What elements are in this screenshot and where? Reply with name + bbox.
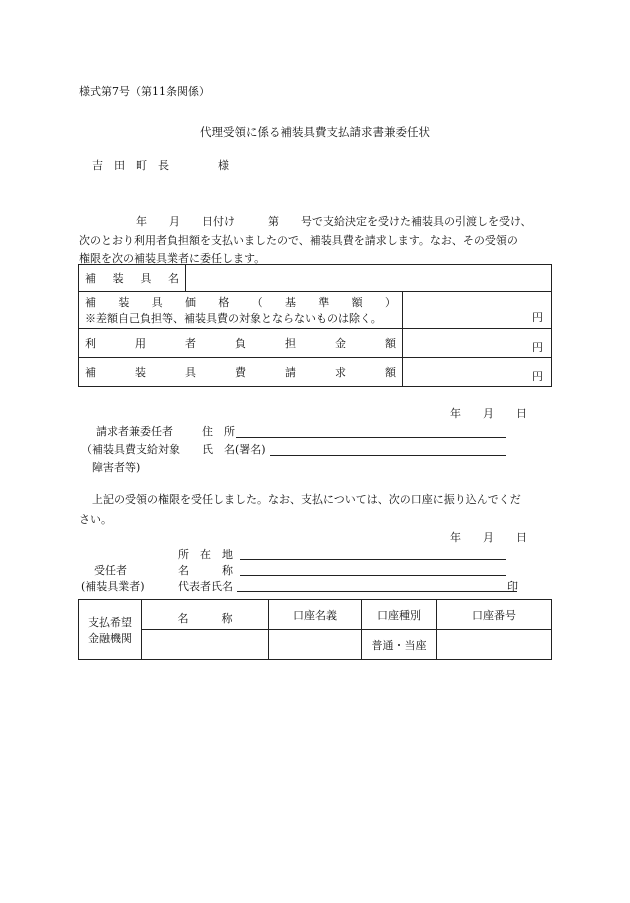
bank-holder-value[interactable] bbox=[269, 630, 362, 660]
label-char: 格 bbox=[218, 296, 230, 309]
intro-line-3: 権限を次の補装具業者に委任します。 bbox=[79, 252, 266, 265]
label-char: 価 bbox=[184, 296, 196, 309]
label-char: 基 bbox=[284, 296, 296, 309]
agent-rep-field[interactable] bbox=[237, 591, 517, 592]
label-char: 用 bbox=[135, 337, 146, 350]
label-char: 求 bbox=[335, 366, 346, 379]
addressee-name: 吉 田 町 長 bbox=[92, 159, 169, 172]
agent-location-label: 所 在 地 bbox=[178, 548, 233, 561]
yen-unit: 円 bbox=[532, 370, 543, 383]
label-char: 担 bbox=[285, 337, 296, 350]
agent-location-field[interactable] bbox=[240, 559, 506, 560]
seal-mark: 印 bbox=[507, 580, 518, 593]
claimant-qualifier-close: 障害者等) bbox=[92, 461, 141, 474]
label-char: 補 bbox=[85, 366, 96, 379]
agent-rep-label: 代表者氏名 bbox=[178, 580, 233, 593]
bank-type-value[interactable]: 普通・当座 bbox=[362, 630, 437, 660]
claim-amount-label-cell bbox=[79, 358, 403, 387]
agent-name-field[interactable] bbox=[240, 575, 506, 576]
label-char: 金 bbox=[335, 337, 346, 350]
user-burden-label bbox=[85, 335, 396, 351]
claimant-address-field[interactable] bbox=[236, 437, 506, 438]
bank-side-label-1: 支払希望 bbox=[88, 615, 132, 629]
device-price-value[interactable] bbox=[403, 292, 552, 329]
label-char: 額 bbox=[385, 366, 396, 379]
agent-role: 受任者 bbox=[94, 564, 127, 577]
claimant-address-label: 住 所 bbox=[202, 425, 235, 438]
intro-line-1: 年 月 日付け 第 号で支給決定を受けた補装具の引渡しを受け、 bbox=[136, 215, 532, 228]
bank-number-value[interactable] bbox=[437, 630, 552, 660]
bank-col-name: 名 称 bbox=[142, 600, 269, 630]
claim-amount-value[interactable] bbox=[403, 358, 552, 387]
row-claim-amount bbox=[79, 358, 552, 387]
bank-side-label-2: 金融機関 bbox=[88, 631, 132, 645]
label-char: 具 bbox=[185, 366, 196, 379]
label-char: 費 bbox=[235, 366, 246, 379]
bank-side-label-cell bbox=[79, 600, 142, 660]
user-burden-label-cell bbox=[79, 329, 403, 358]
label-char: 請 bbox=[285, 366, 296, 379]
yen-unit: 円 bbox=[532, 311, 543, 324]
label-char: 負 bbox=[235, 337, 246, 350]
label-char: 装 bbox=[135, 366, 146, 379]
date-1: 年 月 日 bbox=[450, 407, 527, 420]
label-char: 額 bbox=[351, 296, 363, 309]
claim-table bbox=[78, 264, 552, 387]
device-name-value[interactable] bbox=[186, 265, 552, 292]
bank-header-row bbox=[79, 600, 552, 630]
form-number: 様式第7号（第11条関係） bbox=[79, 85, 210, 98]
delegation-line-2: さい。 bbox=[79, 513, 112, 526]
agent-qualifier: (補装具業者) bbox=[81, 580, 145, 593]
row-device-price bbox=[79, 292, 552, 329]
label-char: 具 bbox=[151, 296, 163, 309]
label-char: 準 bbox=[318, 296, 330, 309]
bank-value-row bbox=[79, 630, 552, 660]
claimant-qualifier-open: （補装具費支給対象 bbox=[81, 443, 180, 456]
user-burden-value[interactable] bbox=[403, 329, 552, 358]
claimant-name-label: 氏 名(署名) bbox=[202, 443, 266, 456]
row-user-burden bbox=[79, 329, 552, 358]
claimant-name-field[interactable] bbox=[270, 455, 506, 456]
bank-col-number: 口座番号 bbox=[437, 600, 552, 630]
date-2: 年 月 日 bbox=[450, 531, 527, 544]
label-char: 補 bbox=[85, 272, 96, 285]
bank-col-type: 口座種別 bbox=[362, 600, 437, 630]
claim-amount-label bbox=[85, 364, 396, 380]
bank-table bbox=[78, 599, 552, 660]
yen-unit: 円 bbox=[532, 341, 543, 354]
label-char: （ bbox=[251, 296, 263, 309]
device-price-note: ※差額自己負担等、補装具費の対象とならないものは除く。 bbox=[85, 312, 382, 325]
document-title: 代理受領に係る補装具費支払請求書兼委任状 bbox=[200, 125, 430, 139]
label-char: 額 bbox=[385, 337, 396, 350]
label-char: 利 bbox=[85, 337, 96, 350]
row-device-name bbox=[79, 265, 552, 292]
delegation-line-1: 上記の受領の権限を受任しました。なお、支払については、次の口座に振り込んでくだ bbox=[92, 493, 521, 506]
label-char: 者 bbox=[185, 337, 196, 350]
device-price-label-cell bbox=[79, 292, 403, 329]
label-char: ） bbox=[384, 296, 396, 309]
claimant-role: 請求者兼委任者 bbox=[96, 425, 173, 438]
device-name-label-cell bbox=[79, 265, 186, 292]
device-price-label bbox=[85, 294, 396, 310]
label-char: 補 bbox=[85, 296, 96, 309]
intro-line-2: 次のとおり利用者負担額を支払いましたので、補装具費を請求します。なお、その受領の bbox=[79, 234, 518, 247]
label-char: 装 bbox=[112, 272, 124, 285]
addressee-honorific: 様 bbox=[218, 159, 229, 172]
device-name-label bbox=[85, 270, 179, 286]
agent-name-label: 名 称 bbox=[178, 564, 233, 577]
label-char: 具 bbox=[140, 272, 152, 285]
bank-col-holder: 口座名義 bbox=[269, 600, 362, 630]
label-char: 装 bbox=[118, 296, 130, 309]
bank-name-value[interactable] bbox=[142, 630, 269, 660]
label-char: 名 bbox=[167, 272, 179, 285]
